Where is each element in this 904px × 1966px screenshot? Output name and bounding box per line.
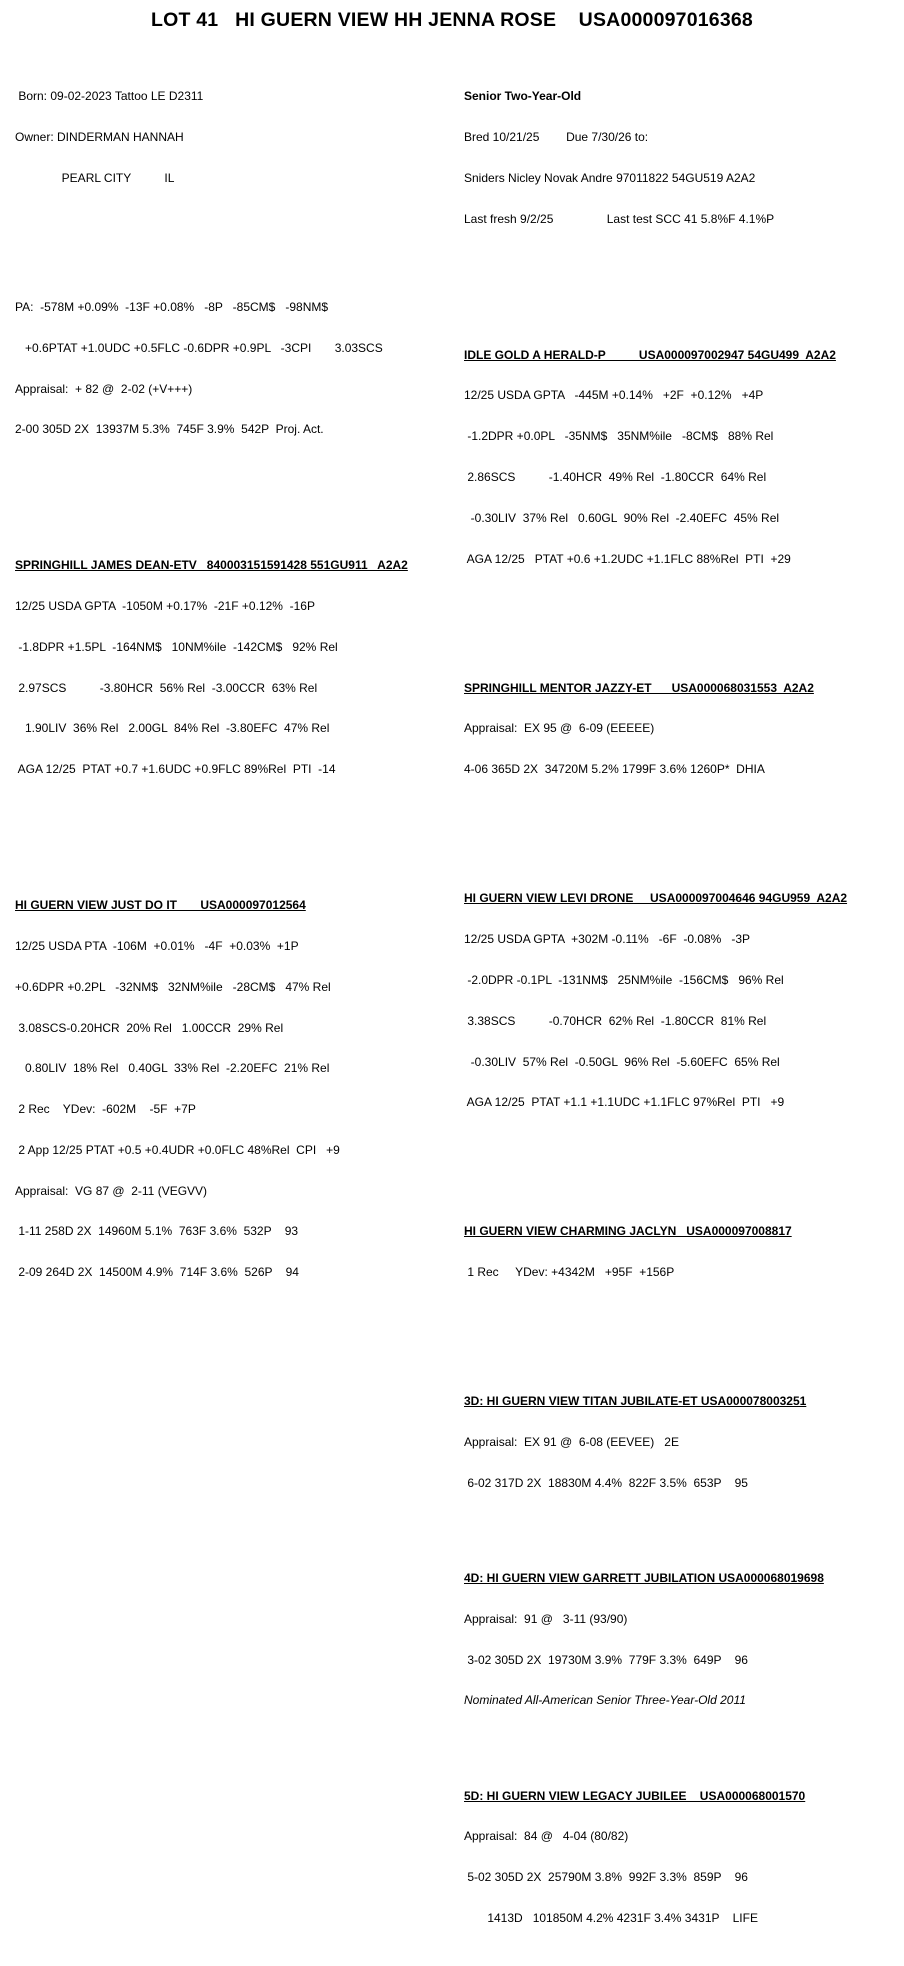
sire-line: 12/25 USDA GPTA -1050M +0.17% -21F +0.12% -16P (15, 599, 315, 614)
d3-line: 6-02 317D 2X 18830M 4.4% 822F 3.5% 653P 95 (464, 1475, 748, 1490)
mgs-header: IDLE GOLD A HERALD-P USA000097002947 54GU499 A2A2 (464, 347, 836, 362)
sire-line: 2.97SCS -3.80HCR 56% Rel -3.00CCR 63% Rel (15, 680, 318, 695)
right-column (464, 36, 894, 1966)
pa-line: +0.6PTAT +1.0UDC +0.5FLC -0.6DPR +0.9PL -3CPI 3.03SCS (15, 340, 383, 355)
dam-line: 2 Rec YDev: -602M -5F +7P (15, 1102, 196, 1117)
dam-line: 3.08SCS-0.20HCR 20% Rel 1.00CCR 29% Rel (15, 1020, 284, 1035)
mmgs-block (464, 865, 894, 1137)
mgs-block (464, 321, 894, 593)
d5-line: 1413D 101850M 4.2% 4231F 3.4% 3431P LIFE (464, 1910, 758, 1925)
mmgs-header: HI GUERN VIEW LEVI DRONE USA000097004646 94GU959 A2A2 (464, 891, 848, 906)
dam-line: 0.80LIV 18% Rel 0.40GL 33% Rel -2.20EFC 21% Rel (15, 1061, 330, 1076)
birth-tattoo-line: Born: 09-02-2023 Tattoo LE D2311 (15, 89, 204, 104)
mggs-header: SPRINGHILL MENTOR JAZZY-ET USA000068031553 A2A2 (464, 680, 814, 695)
mmgs-line: -0.30LIV 57% Rel -0.50GL 96% Rel -5.60EFC 65% Rel (464, 1054, 780, 1069)
mmgs-line: AGA 12/25 PTAT +1.1 +1.1UDC +1.1FLC 97%Rel PTI +9 (464, 1095, 785, 1110)
mmgs-line: 12/25 USDA GPTA +302M -0.11% -6F -0.08% -3P (464, 932, 751, 947)
dam-block (15, 872, 455, 1307)
dam-line: Appraisal: VG 87 @ 2-11 (VEGVV) (15, 1183, 208, 1198)
status-line: Last fresh 9/2/25 Last test SCC 41 5.8%F 4.1%P (464, 211, 775, 226)
d3-block (464, 1368, 894, 1518)
mmgs-line: -2.0DPR -0.1PL -131NM$ 25NM%ile -156CM$ 96% Rel (464, 972, 784, 987)
owner-line: Owner: DINDERMAN HANNAH (15, 130, 184, 145)
granddam-header: HI GUERN VIEW CHARMING JACLYN USA000097008817 (464, 1224, 792, 1239)
mgs-line: -1.2DPR +0.0PL -35NM$ 35NM%ile -8CM$ 88% Rel (464, 429, 774, 444)
d5-line: Appraisal: 84 @ 4-04 (80/82) (464, 1829, 629, 1844)
d4-line: Appraisal: 91 @ 3-11 (93/90) (464, 1611, 628, 1626)
dam-line: 2-09 264D 2X 14500M 4.9% 714F 3.6% 526P 94 (15, 1265, 299, 1280)
status-line: Sniders Nicley Novak Andre 97011822 54GU519 A2A2 (464, 170, 756, 185)
mgs-line: 12/25 USDA GPTA -445M +0.14% +2F +0.12% +4P (464, 388, 764, 403)
d4-header: 4D: HI GUERN VIEW GARRETT JUBILATION USA000068019698 (464, 1571, 824, 1586)
dam-line: 12/25 USDA PTA -106M +0.01% -4F +0.03% +1P (15, 938, 299, 953)
granddam-line: 1 Rec YDev: +4342M +95F +156P (464, 1265, 675, 1280)
appraisal-line: Appraisal: + 82 @ 2-02 (+V+++) (15, 381, 193, 396)
granddam-block (464, 1198, 894, 1307)
lot-title: LOT 41 HI GUERN VIEW HH JENNA ROSE USA000097016368 (151, 9, 753, 31)
location-line: PEARL CITY IL (15, 170, 175, 185)
d5-line: 5-02 305D 2X 25790M 3.8% 992F 3.3% 859P 96 (464, 1870, 748, 1885)
sire-line: 1.90LIV 36% Rel 2.00GL 84% Rel -3.80EFC 47% Rel (15, 721, 330, 736)
mgs-line: -0.30LIV 37% Rel 0.60GL 90% Rel -2.40EFC 45% Rel (464, 510, 780, 525)
mggs-line: Appraisal: EX 95 @ 6-09 (EEEEE) (464, 721, 655, 736)
mggs-line: 4-06 365D 2X 34720M 5.2% 1799F 3.6% 1260P* DHIA (464, 762, 765, 777)
left-column (15, 36, 455, 1321)
mgs-line: AGA 12/25 PTAT +0.6 +1.2UDC +1.1FLC 88%Rel PTI +29 (464, 551, 791, 566)
status-line: Bred 10/21/25 Due 7/30/26 to: (464, 130, 649, 145)
d5-header: 5D: HI GUERN VIEW LEGACY JUBILEE USA000068001570 (464, 1788, 806, 1803)
sire-header: SPRINGHILL JAMES DEAN-ETV 840003151591428 551GU911 A2A2 (15, 558, 408, 573)
status-block (464, 63, 894, 253)
dam-line: 1-11 258D 2X 14960M 5.1% 763F 3.6% 532P 93 (15, 1224, 299, 1239)
mmgs-line: 3.38SCS -0.70HCR 62% Rel -1.80CCR 81% Rel (464, 1013, 767, 1028)
dam-header: HI GUERN VIEW JUST DO IT USA000097012564 (15, 898, 306, 913)
mgs-line: 2.86SCS -1.40HCR 49% Rel -1.80CCR 64% Rel (464, 470, 767, 484)
d3-line: Appraisal: EX 91 @ 6-08 (EEVEE) 2E (464, 1435, 679, 1450)
award-note: Nominated All-American Senior Three-Year-Old 2011 (464, 1693, 746, 1708)
sire-block (15, 532, 455, 804)
sire-line: AGA 12/25 PTAT +0.7 +1.6UDC +0.9FLC 89%Rel PTI -14 (15, 762, 336, 777)
pa-line: PA: -578M +0.09% -13F +0.08% -8P -85CM$ -98NM$ (15, 300, 329, 315)
dam-line: +0.6DPR +0.2PL -32NM$ 32NM%ile -28CM$ 47% Rel (15, 979, 331, 994)
animal-info (15, 63, 455, 213)
d5-block (464, 1762, 894, 1952)
d4-line: 3-02 305D 2X 19730M 3.9% 779F 3.3% 649P 96 (464, 1652, 748, 1667)
class-header: Senior Two-Year-Old (464, 89, 582, 104)
sire-line: -1.8DPR +1.5PL -164NM$ 10NM%ile -142CM$ 92% Rel (15, 639, 338, 654)
dam-line: 2 App 12/25 PTAT +0.5 +0.4UDR +0.0FLC 48%Rel CPI +9 (15, 1142, 340, 1157)
record-line: 2-00 305D 2X 13937M 5.3% 745F 3.9% 542P Proj. Act. (15, 422, 324, 437)
d4-block (464, 1545, 894, 1735)
mggs-block (464, 655, 894, 805)
pa-block (15, 274, 455, 464)
d3-header: 3D: HI GUERN VIEW TITAN JUBILATE-ET USA000078003251 (464, 1394, 807, 1409)
